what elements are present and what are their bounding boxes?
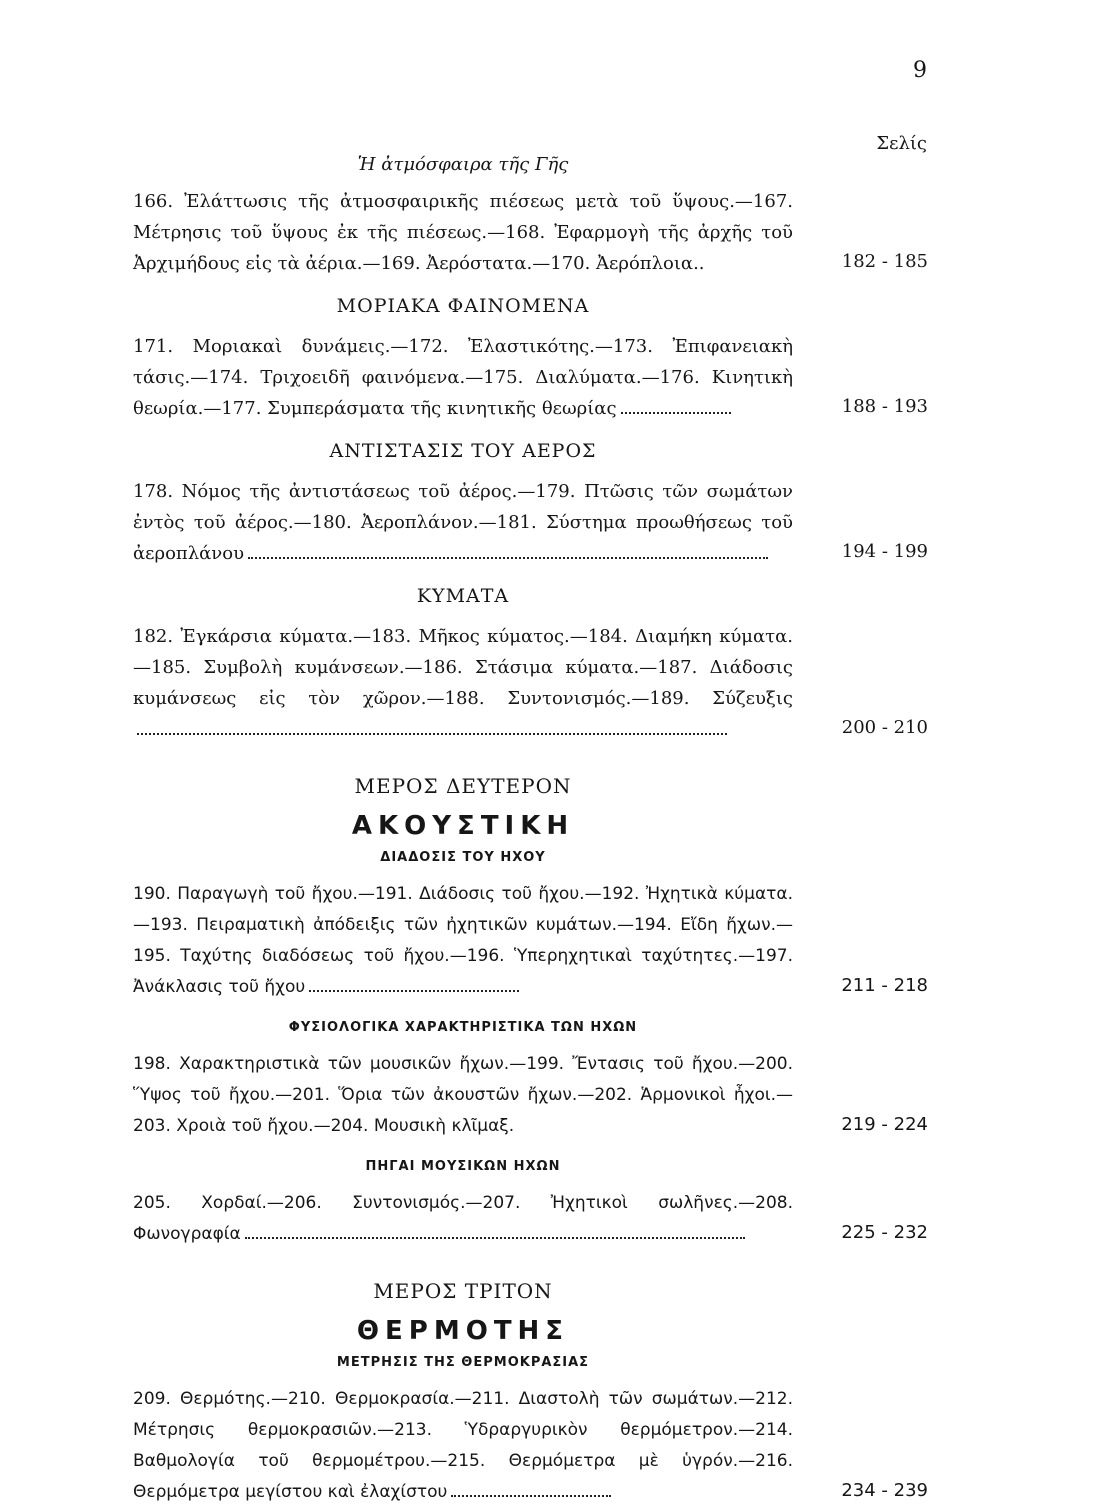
entry-pages: 211 - 218 (841, 975, 928, 996)
section-heading-atmosphere: Ἡ ἀτμόσφαιρα τῆς Γῆς (357, 154, 569, 175)
toc-entry-music-sources (133, 1188, 928, 1250)
entry-text: 166. Ἐλάττωσις τῆς ἀτμοσφαιρικῆς πιέσεως μετὰ τοῦ ὕψους.—167. Μέτρησις τοῦ ὕψους ἐκ τῆς πιέσεως.—168. Ἐφαρμογὴ τῆς ἀρχῆς τοῦ Ἀρχιμήδους εἰς τὰ ἀέρια.—169. Ἀερόστατα.—170. Ἀερόπλοια.. (133, 191, 793, 274)
part-two-title: ΑΚΟΥΣΤΙΚΗ (351, 811, 575, 841)
toc-entry-physiological (133, 1049, 928, 1142)
toc-entry-sound-propagation (133, 879, 928, 1003)
dot-leader (621, 411, 731, 414)
part-three-title: ΘΕΡΜΟΤΗΣ (356, 1316, 570, 1346)
page-number: 9 (913, 58, 927, 83)
section-heading-waves: ΚΥΜΑΤΑ (416, 585, 510, 607)
entry-text: 198. Χαρακτηριστικὰ τῶν μουσικῶν ἤχων.—199. Ἔντασις τοῦ ἤχου.—200. Ὕψος τοῦ ἤχου.—201. Ὅρια τῶν ἀκουστῶν ἤχων.—202. Ἁρμονικοὶ ἦχοι.—203. Χροιὰ τοῦ ἤχου.—204. Μουσικὴ κλῖμαξ. (133, 1054, 793, 1136)
entry-pages: 182 - 185 (841, 251, 928, 272)
entry-pages: 225 - 232 (841, 1222, 928, 1243)
section-heading-molecular: ΜΟΡΙΑΚΑ ΦΑΙΝΟΜΕΝΑ (336, 295, 590, 317)
toc-content (133, 150, 928, 1508)
section-heading-temperature: ΜΕΤΡΗΣΙΣ ΤΗΣ ΘΕΡΜΟΚΡΑΣΙΑΣ (336, 1355, 590, 1370)
entry-pages: 219 - 224 (841, 1114, 928, 1135)
section-heading-physiological: ΦΥΣΙΟΛΟΓΙΚΑ ΧΑΡΑΚΤΗΡΙΣΤΙΚΑ ΤΩΝ ΗΧΩΝ (288, 1020, 638, 1035)
section-heading-sound-propagation: ΔΙΑΔΟΣΙΣ ΤΟΥ ΗΧΟΥ (380, 850, 546, 865)
entry-text: 171. Μοριακαὶ δυνάμεις.—172. Ἐλαστικότης.—173. Ἐπιφανειακὴ τάσις.—174. Τριχοειδῆ φαινόμενα.—175. Διαλύματα.—176. Κινητικὴ θεωρία.—177. Συμπεράσματα τῆς κινητικῆς θεωρίας (133, 336, 793, 419)
dot-leader (137, 732, 727, 735)
part-two-label: ΜΕΡΟΣ ΔΕΥΤΕΡΟΝ (354, 774, 572, 798)
toc-entry-waves (133, 621, 928, 745)
dot-leader (451, 1494, 611, 1497)
entry-text: 209. Θερμότης.—210. Θερμοκρασία.—211. Διαστολὴ τῶν σωμάτων.—212. Μέτρησις θερμοκρασιῶν.—213. Ὑδραργυρικὸν θερμόμετρον.—214. Βαθμολογία τοῦ θερμομέτρου.—215. Θερμόμετρα μὲ ὑγρόν.—216. Θερμόμετρα μεγίστου καὶ ἐλαχίστου (133, 1389, 793, 1502)
entry-text: 205. Χορδαί.—206. Συντονισμός.—207. Ἠχητικοὶ σωλῆνες.—208. Φωνογραφία (133, 1193, 793, 1244)
part-three-label: ΜΕΡΟΣ ΤΡΙΤΟΝ (373, 1279, 553, 1303)
entry-pages: 188 - 193 (841, 396, 928, 417)
entry-text: 182. Ἐγκάρσια κύματα.—183. Μῆκος κύματος.—184. Διαμήκη κύματα.—185. Συμβολὴ κυμάνσεων.—186. Στάσιμα κύματα.—187. Διάδοσις κυμάνσεως εἰς τὸν χῶρον.—188. Συντονισμός.—189. Σύζευξις (133, 626, 793, 709)
entry-pages: 194 - 199 (841, 541, 928, 562)
toc-entry-atmosphere (133, 186, 928, 279)
entry-pages: 234 - 239 (841, 1480, 928, 1501)
toc-entry-molecular (133, 331, 928, 424)
section-heading-music-sources: ΠΗΓΑΙ ΜΟΥΣΙΚΩΝ ΗΧΩΝ (365, 1159, 561, 1174)
entry-text: 178. Νόμος τῆς ἀντιστάσεως τοῦ ἀέρος.—179. Πτῶσις τῶν σωμάτων ἐντὸς τοῦ ἀέρος.—180. Ἀεροπλάνον.—181. Σύστημα προωθήσεως τοῦ ἀεροπλάνου (133, 481, 793, 564)
entry-text: 190. Παραγωγὴ τοῦ ἤχου.—191. Διάδοσις τοῦ ἤχου.—192. Ἠχητικὰ κύματα.—193. Πειραματικὴ ἀπόδειξις τῶν ἠχητικῶν κυμάτων.—194. Εἴδη ἤχων.—195. Ταχύτης διαδόσεως τοῦ ἤχου.—196. Ὑπερηχητικαὶ ταχύτητες.—197. Ἀνάκλασις τοῦ ἤχου (133, 884, 793, 997)
entry-pages: 200 - 210 (841, 717, 928, 738)
section-heading-air-resistance: ΑΝΤΙΣΤΑΣΙΣ ΤΟΥ ΑΕΡΟΣ (329, 440, 597, 462)
dot-leader (245, 1236, 745, 1239)
dot-leader (309, 989, 519, 992)
toc-entry-temperature (133, 1384, 928, 1508)
pages-column-label: Σελίς (876, 133, 927, 154)
toc-entry-air-resistance (133, 476, 928, 569)
dot-leader (248, 556, 768, 559)
